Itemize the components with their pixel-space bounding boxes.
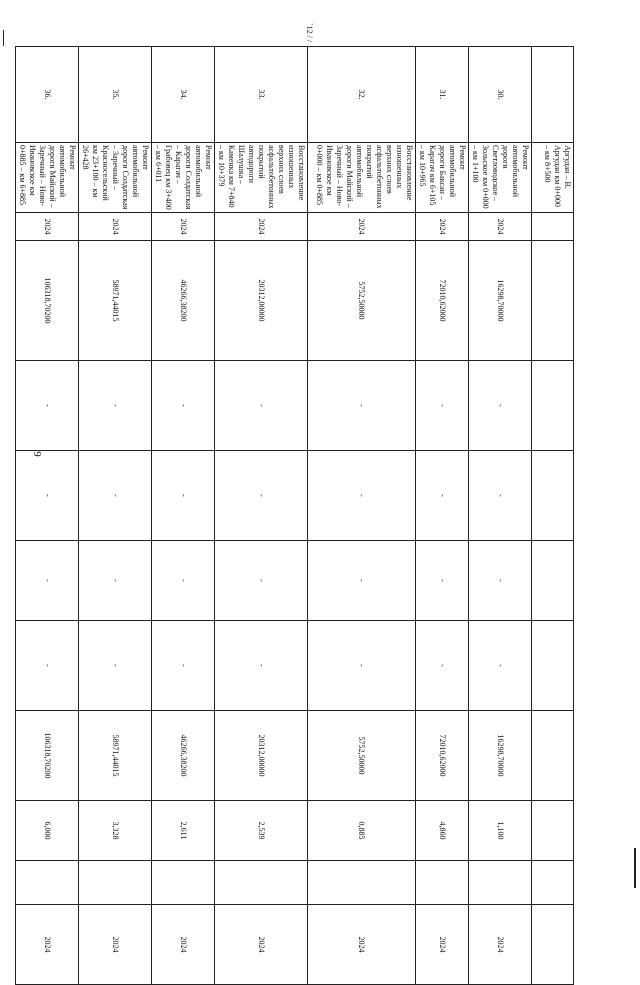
row-number: 35. bbox=[79, 47, 152, 143]
road-length-km: 0,885 bbox=[308, 801, 416, 861]
road-name: Восстановление изношенных верхних слоев асфальтобетонных покрытий автомобильной дороги Майский – Заречный – Ново-Ивановское км 0+000 – км 0+885 bbox=[308, 143, 416, 213]
road-length-km: 2,539 bbox=[215, 801, 308, 861]
cell-dash-2: - bbox=[152, 451, 215, 541]
row-number: 33. bbox=[215, 47, 308, 143]
cell-dash-3: - bbox=[152, 541, 215, 621]
total-amount: 72010,62000 bbox=[416, 241, 469, 361]
cell-dash-4: - bbox=[215, 621, 308, 711]
road-length-km: 1,100 bbox=[469, 801, 532, 861]
road-length-km: 2,611 bbox=[152, 801, 215, 861]
table-row bbox=[16, 47, 79, 985]
budget-amount: 20312,00000 bbox=[215, 711, 308, 801]
road-length-km: 6,000 bbox=[16, 801, 79, 861]
cell-dash-4: - bbox=[416, 621, 469, 711]
cell-dash-1: - bbox=[416, 361, 469, 451]
cell-dash-3: - bbox=[308, 541, 416, 621]
cell-dash-2: - bbox=[16, 451, 79, 541]
end-year: 2024 bbox=[79, 905, 152, 985]
continuation-row bbox=[532, 47, 574, 985]
row-number: 32. bbox=[308, 47, 416, 143]
road-name: Ремонт автомобильной дороги Солдатская – Заречный – Красносельский км 23+100 – км 26+428 bbox=[79, 143, 152, 213]
cell-dash-1: - bbox=[79, 361, 152, 451]
table-row bbox=[308, 47, 416, 985]
corner-mark bbox=[634, 848, 636, 888]
row-number: 34. bbox=[152, 47, 215, 143]
start-year: 2024 bbox=[308, 213, 416, 241]
end-year: 2024 bbox=[152, 905, 215, 985]
end-year: 2024 bbox=[215, 905, 308, 985]
table-row bbox=[152, 47, 215, 985]
table-body bbox=[16, 47, 574, 985]
road-name: Восстановление изношенных верхних слоев асфальтобетонных покрытий автодороги Шалушка – Каменка км 7+840 – км 10+379 bbox=[215, 143, 308, 213]
cell-dash-2: - bbox=[416, 451, 469, 541]
row-number: 31. bbox=[416, 47, 469, 143]
budget-amount: 46266,38200 bbox=[152, 711, 215, 801]
cell-empty bbox=[469, 861, 532, 905]
cell-dash-1: - bbox=[215, 361, 308, 451]
cell-dash-3: - bbox=[416, 541, 469, 621]
cell-dash-4: - bbox=[16, 621, 79, 711]
table-row bbox=[215, 47, 308, 985]
budget-amount: 58971,44015 bbox=[79, 711, 152, 801]
road-name: Ремонт автомобильной дороги Баксан – Карагач км 6+105 – км 10+965 bbox=[416, 143, 469, 213]
end-year: 2024 bbox=[469, 905, 532, 985]
budget-amount: 16298,70000 bbox=[469, 711, 532, 801]
cell-empty bbox=[308, 861, 416, 905]
cell-dash-1: - bbox=[308, 361, 416, 451]
continuation-road-name: Аргудан – В. Аргудан км 0+000 – км 8+500 bbox=[532, 143, 574, 213]
budget-amount: 72010,62000 bbox=[416, 711, 469, 801]
budget-amount: 106318,70200 bbox=[16, 711, 79, 801]
total-amount: 106318,70200 bbox=[16, 241, 79, 361]
total-amount: 20312,00000 bbox=[215, 241, 308, 361]
row-number: 30. bbox=[469, 47, 532, 143]
cell-dash-1: - bbox=[152, 361, 215, 451]
start-year: 2024 bbox=[16, 213, 79, 241]
road-repair-table bbox=[15, 46, 574, 985]
cell-empty bbox=[215, 861, 308, 905]
total-amount: 58971,44015 bbox=[79, 241, 152, 361]
cell-dash-2: - bbox=[215, 451, 308, 541]
row-number: 36. bbox=[16, 47, 79, 143]
road-name: Ремонт автомобильной дороги Майский – Заречный – Ново-Ивановское км 0+885 – км 6+885 bbox=[16, 143, 79, 213]
scan-artifact-text: `12 / / bbox=[305, 22, 315, 43]
cell-dash-3: - bbox=[16, 541, 79, 621]
start-year: 2024 bbox=[79, 213, 152, 241]
cell-dash-4: - bbox=[152, 621, 215, 711]
total-amount: 16298,70000 bbox=[469, 241, 532, 361]
page-number: 9 bbox=[30, 451, 43, 457]
end-year: 2024 bbox=[308, 905, 416, 985]
cell-empty bbox=[152, 861, 215, 905]
start-year: 2024 bbox=[469, 213, 532, 241]
cell-dash-4: - bbox=[79, 621, 152, 711]
margin-mark bbox=[3, 30, 4, 46]
table-row bbox=[416, 47, 469, 985]
end-year: 2024 bbox=[416, 905, 469, 985]
road-name: Ремонт автомобильной дороги Светловодское – Зольское км 0+000 – км 1+100 bbox=[469, 143, 532, 213]
total-amount: 46266,38200 bbox=[152, 241, 215, 361]
cell-dash-1: - bbox=[469, 361, 532, 451]
cell-dash-2: - bbox=[469, 451, 532, 541]
cell-dash-3: - bbox=[215, 541, 308, 621]
cell-dash-4: - bbox=[469, 621, 532, 711]
cell-dash-1: - bbox=[16, 361, 79, 451]
start-year: 2024 bbox=[152, 213, 215, 241]
road-length-km: 4,860 bbox=[416, 801, 469, 861]
cell-empty bbox=[416, 861, 469, 905]
cell-empty bbox=[79, 861, 152, 905]
table-row bbox=[79, 47, 152, 985]
budget-amount: 5752,50000 bbox=[308, 711, 416, 801]
cell-dash-4: - bbox=[308, 621, 416, 711]
cell-dash-2: - bbox=[308, 451, 416, 541]
cell-dash-2: - bbox=[79, 451, 152, 541]
end-year: 2024 bbox=[16, 905, 79, 985]
cell-dash-3: - bbox=[469, 541, 532, 621]
road-name: Ремонт автомобильной дороги Солдатская – Карагач – Грабовец км 3+400 – км 6+011 bbox=[152, 143, 215, 213]
table-row bbox=[469, 47, 532, 985]
cell-empty bbox=[16, 861, 79, 905]
start-year: 2024 bbox=[215, 213, 308, 241]
cell-dash-3: - bbox=[79, 541, 152, 621]
total-amount: 5752,50000 bbox=[308, 241, 416, 361]
start-year: 2024 bbox=[416, 213, 469, 241]
road-length-km: 3,328 bbox=[79, 801, 152, 861]
